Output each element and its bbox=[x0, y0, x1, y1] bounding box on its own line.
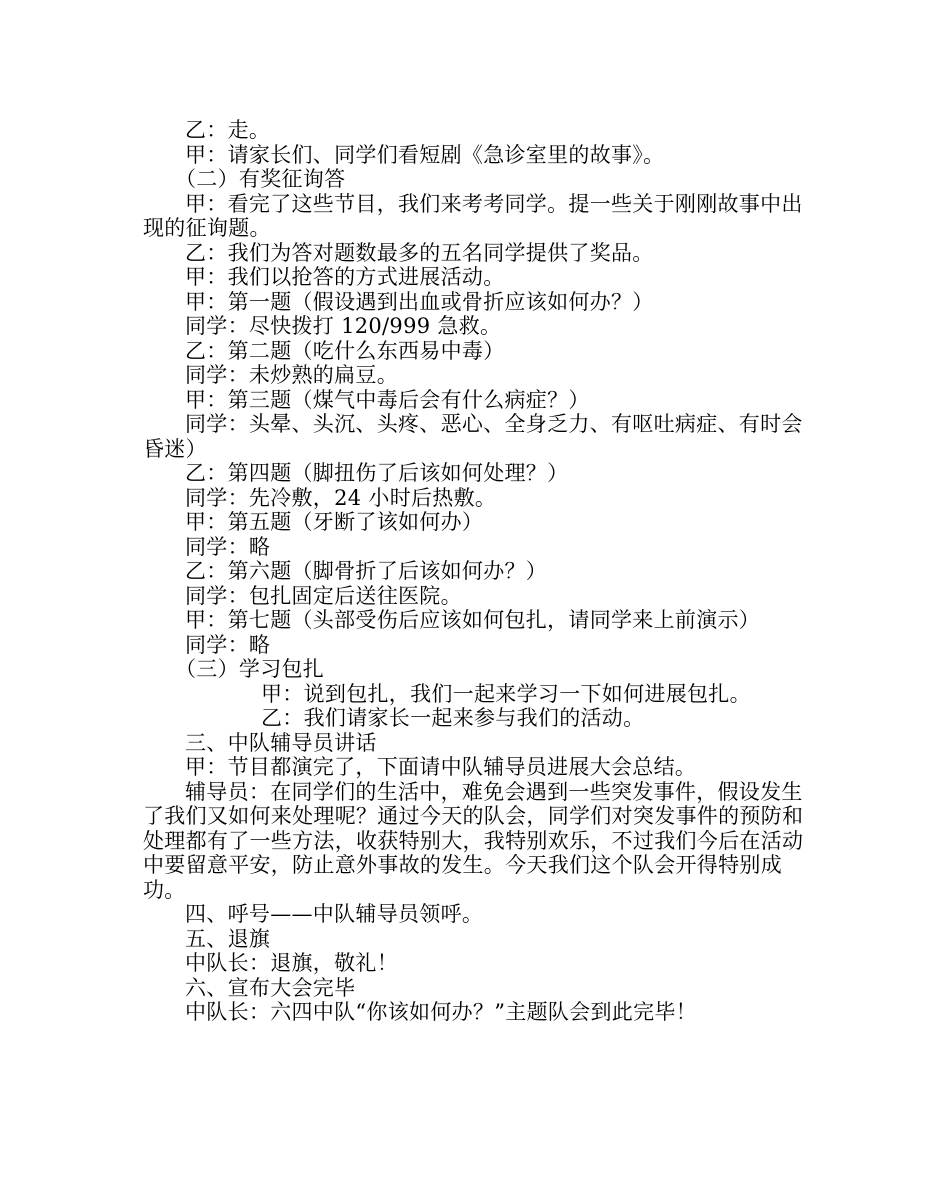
paragraph: 乙：走。 bbox=[185, 118, 271, 142]
paragraph: 甲：节目都演完了，下面请中队辅导员进展大会总结。 bbox=[185, 755, 697, 779]
paragraph: 中队长：退旗，敬礼！ bbox=[185, 951, 398, 975]
paragraph: 同学：略 bbox=[185, 632, 271, 657]
paragraph: 甲：第七题（头部受伤后应该如何包扎，请同学来上前演示） bbox=[185, 608, 761, 632]
section-heading: 四、呼号——中队辅导员领呼。 bbox=[185, 902, 484, 926]
section-heading: 五、退旗 bbox=[185, 926, 271, 951]
paragraph: 同学：尽快拨打 120/999 急救。 bbox=[185, 314, 502, 338]
paragraph: 同学：先冷敷，24 小时后热敷。 bbox=[185, 485, 497, 510]
paragraph: 中队长：六四中队“你该如何办？”主题队会到此完毕！ bbox=[185, 1000, 697, 1024]
paragraph: 同学：未炒熟的扁豆。 bbox=[185, 363, 398, 387]
paragraph: 乙：我们为答对题数最多的五名同学提供了奖品。 bbox=[185, 240, 654, 265]
section-heading: 三、中队辅导员讲话 bbox=[185, 730, 377, 755]
paragraph: 乙：第二题（吃什么东西易中毒） bbox=[185, 338, 505, 363]
section-heading: （三）学习包扎 bbox=[175, 657, 325, 681]
paragraph: 甲：第三题（煤气中毒后会有什么病症？） bbox=[185, 387, 590, 412]
paragraph: 乙：第六题（脚骨折了后该如何办？） bbox=[185, 559, 548, 583]
paragraph: 甲：说到包扎，我们一起来学习一下如何进展包扎。 bbox=[261, 681, 751, 706]
paragraph: 甲：第一题（假设遇到出血或骨折应该如何办？） bbox=[185, 289, 654, 314]
paragraph: 同学：包扎固定后送往医院。 bbox=[185, 583, 462, 608]
section-heading: 六、宣布大会完毕 bbox=[185, 975, 356, 1000]
paragraph: 同学：略 bbox=[185, 534, 271, 559]
paragraph: 甲：第五题（牙断了该如何办） bbox=[185, 510, 484, 534]
paragraph: 乙：第四题（脚扭伤了后该如何处理？） bbox=[185, 461, 569, 485]
paragraph: 乙：我们请家长一起来参与我们的活动。 bbox=[261, 706, 645, 730]
paragraph: 辅导员：在同学们的生活中，难免会遇到一些突发事件，假设发生了我们又如何来处理呢？通过今天的队会，同学们对突发事件的预防和处理都有了一些方法，收获特别大，我特别欢乐，不过我们今后在活动中要留意平安，防止意外事故的发生。今天我们这个队会开得特别成功。 bbox=[143, 779, 804, 902]
paragraph: 甲：请家长们、同学们看短剧《急诊室里的故事》。 bbox=[185, 142, 665, 167]
section-heading: （二）有奖征询答 bbox=[175, 167, 346, 191]
paragraph: 甲：我们以抢答的方式进展活动。 bbox=[185, 265, 505, 289]
paragraph: 同学：头晕、头沉、头疼、恶心、全身乏力、有呕吐病症、有时会昏迷） bbox=[143, 412, 803, 461]
document-body bbox=[143, 118, 815, 1025]
paragraph: 甲：看完了这些节目，我们来考考同学。提一些关于刚刚故事中出现的征询题。 bbox=[143, 191, 803, 240]
